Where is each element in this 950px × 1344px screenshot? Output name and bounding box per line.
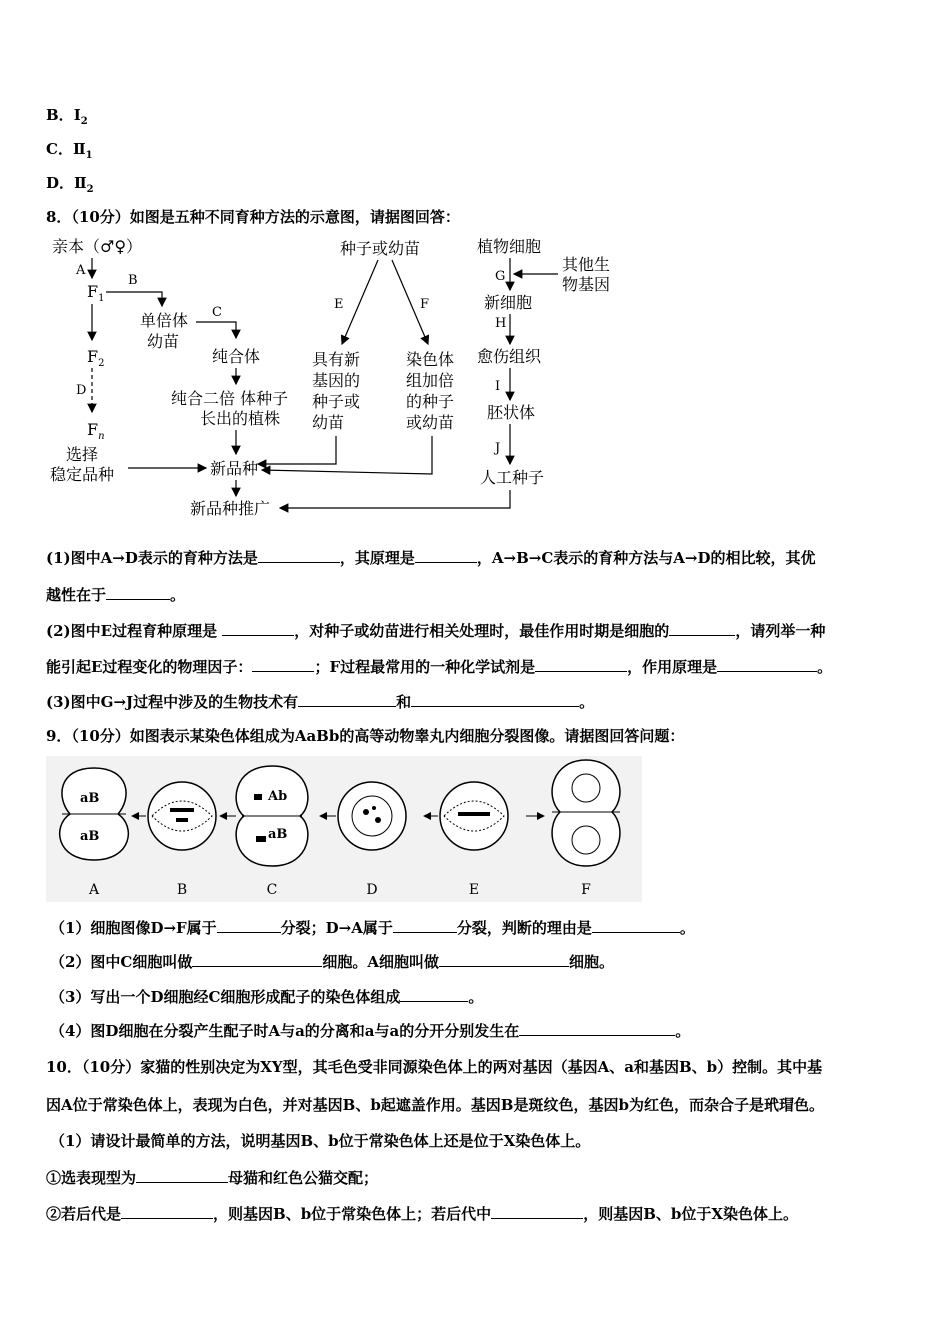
svg-text:胚状体: 胚状体 [487, 403, 536, 422]
q9-part2: （2）图中C细胞叫做 细胞。A细胞叫做 细胞。 [50, 953, 615, 971]
q9-header: 9．（10分）如图表示某染色体组成为AaBb的高等动物睾丸内细胞分裂图像。请据图回答问题： [46, 727, 685, 745]
q9-part4: （4）图D细胞在分裂产生配子时A与a的分离和a与a的分开分别发生在 。 [50, 1022, 691, 1040]
svg-text:E: E [468, 882, 480, 898]
svg-text:F: F [420, 297, 430, 312]
svg-text:F: F [581, 882, 591, 898]
svg-text:B: B [128, 273, 138, 288]
svg-text:稳定品种: 稳定品种 [50, 465, 115, 484]
q8-part2-line1: (2)图中E过程育种原理是 ，对种子或幼苗进行相关处理时，最佳作用时期是细胞的 ，请列举一种 [46, 622, 826, 640]
svg-text:D: D [366, 882, 378, 898]
promote: 新品种推广 [190, 499, 271, 518]
q9-part1: （1）细胞图像D→F属于 分裂；D→A属于 分裂，判断的理由是 。 [50, 919, 695, 937]
cell-f [552, 760, 620, 866]
q9-part3: （3）写出一个D细胞经C细胞形成配子的染色体组成 。 [50, 988, 484, 1006]
breeding-diagram [40, 232, 640, 524]
q8-part1-line1: (1)图中A→D表示的育种方法是 ，其原理是 ，A→B→C表示的育种方法与A→D的相比较，其优 [46, 549, 816, 567]
q10-line3: （1）请设计最简单的方法，说明基因B、b位于常染色体上还是位于X染色体上。 [50, 1132, 591, 1150]
q8-part2-line2: 能引起E过程变化的物理因子： ；F过程最常用的一种化学试剂是 ，作用原理是 。 [46, 658, 833, 676]
q10-line1: 10．（10分）家猫的性别决定为XY型，其毛色受非同源染色体上的两对基因（基因A、a和基因B、b）控制。其中基 [46, 1058, 823, 1076]
f2-label: $F_2$ [87, 347, 105, 369]
svg-text:纯合体: 纯合体 [212, 347, 261, 366]
q8-part1-line2: 越性在于 。 [46, 586, 186, 604]
svg-text:组加倍: 组加倍 [406, 371, 455, 390]
svg-text:长出的植株: 长出的植株 [200, 409, 281, 428]
svg-text:C: C [212, 305, 222, 320]
svg-text:种子或幼苗: 种子或幼苗 [340, 239, 421, 258]
svg-text:的种子: 的种子 [406, 392, 455, 411]
svg-text:人工种子: 人工种子 [480, 468, 545, 487]
svg-text:基因的: 基因的 [312, 371, 361, 390]
f1-label: $F_1$ [87, 282, 105, 304]
svg-text:染色体: 染色体 [406, 350, 455, 369]
cell-c-bottom-genes: aB [268, 827, 288, 842]
svg-text:A: A [76, 263, 86, 278]
svg-text:纯合二倍 体种子: 纯合二倍 体种子 [171, 389, 289, 408]
q10-line5: ②若后代是 ，则基因B、b位于常染色体上；若后代中 ，则基因B、b位于X染色体上。 [46, 1205, 798, 1223]
new-variety: 新品种 [210, 459, 259, 478]
option-c: C．$Ⅱ_1$ [46, 140, 93, 161]
svg-text:C: C [266, 882, 278, 898]
option-d: D．$Ⅱ_2$ [46, 174, 94, 195]
svg-text:B: B [176, 882, 188, 898]
cell-d [338, 782, 406, 850]
option-b: B．$I_2$ [46, 106, 88, 127]
q10-line4: ①选表现型为 母猫和红色公猫交配； [46, 1169, 379, 1187]
svg-text:E: E [334, 297, 344, 312]
svg-text:幼苗: 幼苗 [147, 332, 180, 351]
svg-text:物基因: 物基因 [562, 275, 611, 294]
svg-text:其他生: 其他生 [562, 255, 611, 274]
svg-text:J: J [495, 441, 501, 456]
q10-line2: 因A位于常染色体上，表现为白色，并对基因B、b起遮盖作用。基因B是斑纹色，基因b为红色，而杂合子是玳瑁色。 [46, 1096, 824, 1114]
svg-text:I: I [495, 379, 501, 394]
cell-division-figure [46, 756, 642, 902]
svg-text:G: G [495, 269, 506, 284]
q8-header: 8．（10分）如图是五种不同育种方法的示意图，请据图回答： [46, 208, 460, 226]
svg-text:具有新: 具有新 [312, 350, 361, 369]
q8-part3: (3)图中G→J过程中涉及的生物技术有 和 。 [46, 693, 595, 711]
svg-text:或幼苗: 或幼苗 [406, 413, 455, 432]
svg-text:A: A [88, 882, 100, 898]
svg-text:新细胞: 新细胞 [484, 293, 533, 312]
cell-a-bottom-genes: aB [80, 829, 100, 844]
svg-text:种子或: 种子或 [312, 392, 361, 411]
fn-label: $F_n$ [87, 420, 105, 442]
svg-text:H: H [495, 316, 507, 331]
svg-text:选择: 选择 [66, 445, 99, 464]
svg-text:幼苗: 幼苗 [312, 413, 345, 432]
cell-c-top-genes: Ab [268, 789, 288, 804]
svg-text:单倍体: 单倍体 [140, 311, 189, 330]
svg-text:植物细胞: 植物细胞 [477, 237, 542, 256]
cell-b [148, 782, 216, 850]
svg-text:D: D [76, 383, 87, 398]
svg-text:愈伤组织: 愈伤组织 [477, 347, 542, 366]
parents-label: 亲本（♂♀） [52, 237, 143, 256]
cell-a-top-genes: aB [80, 791, 100, 806]
